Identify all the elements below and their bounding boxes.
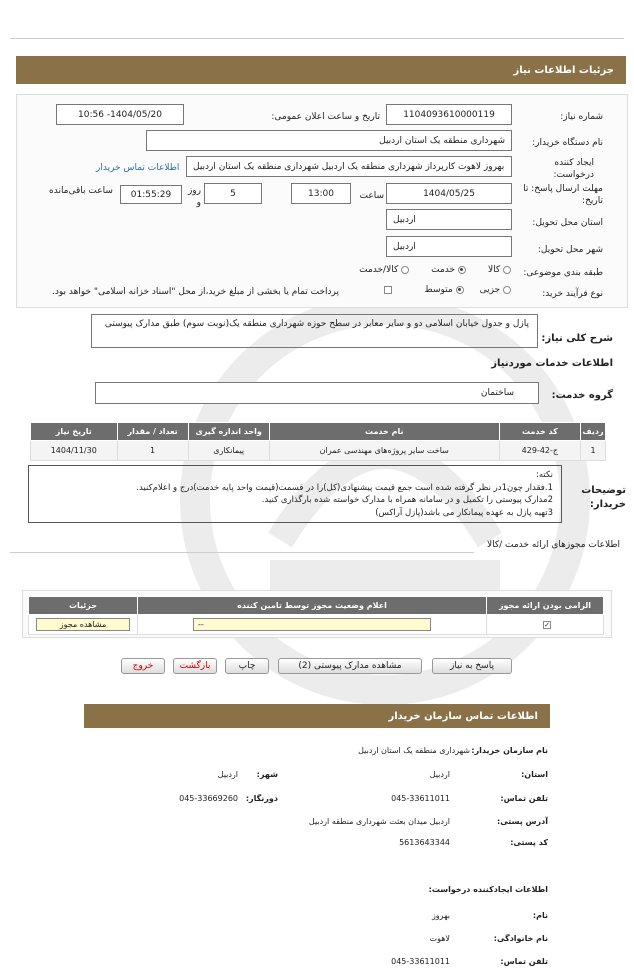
page-header	[16, 56, 626, 84]
contact-fax-label: دورنگار:	[245, 794, 278, 803]
deadline-date-field: 1404/05/25	[386, 183, 512, 204]
contact-phone-label: تلفن تماس:	[500, 794, 548, 803]
remaining-label: ساعت باقی‌مانده	[49, 186, 113, 196]
days-label: روز و	[187, 186, 201, 208]
creator-family-label: نام خانوادگی:	[493, 934, 548, 943]
city-label: شهر محل تحویل:	[537, 245, 603, 255]
service-table	[30, 422, 606, 461]
note-line: 3تهیه پازل به عهده پیمانکار می باشد(پازل آراکس)	[375, 507, 553, 518]
announce-date-field: 1404/05/20- 10:56	[56, 104, 184, 125]
reply-button[interactable]: پاسخ به نیاز	[432, 658, 512, 674]
process-option-medium[interactable]: متوسط	[424, 285, 463, 295]
cell-status	[138, 615, 487, 635]
creator-phone-label: تلفن تماس:	[500, 957, 548, 966]
remaining-time-field: 01:55:29	[120, 185, 182, 204]
deadline-label: مهلت ارسال پاسخ: تا تاریخ:	[523, 184, 603, 206]
deadline-time-field: 13:00	[291, 183, 351, 204]
creator-label: ایجاد کننده درخواست:	[553, 158, 594, 180]
contact-postal-label: کد پستی:	[510, 838, 548, 847]
time-label: ساعت	[359, 191, 384, 201]
view-attachments-button[interactable]: مشاهده مدارک پیوستی (2)	[278, 658, 422, 674]
summary-label: شرح کلی نیاز:	[541, 333, 613, 344]
contact-postal: 5613643344	[399, 838, 450, 847]
radio-checked-icon	[458, 266, 466, 274]
back-button[interactable]: بازگشت	[173, 658, 217, 674]
service-table-header	[31, 423, 606, 441]
contact-city-label: شهر:	[256, 770, 278, 779]
note-line: 2مدارک پیوستی را تکمیل و در سامانه همراه با مدارک خواسته شده بارگذاری کنید.	[261, 495, 553, 505]
contact-title: اطلاعات تماس سازمان خریدار	[388, 710, 538, 722]
permits-title: اطلاعات مجوزهای ارائه خدمت /کالا	[486, 540, 620, 550]
creator-phone: 045-33611011	[391, 957, 450, 966]
contact-phone: 045-33611011	[391, 794, 450, 803]
creator-field: بهروز لاهوت کارپرداز شهرداری منطقه یک اردبیل شهرداری منطقه یک استان اردبیل	[186, 156, 512, 177]
creator-name-label: نام:	[532, 911, 548, 920]
col-date: تاریخ نیاز	[31, 423, 118, 441]
province-field: اردبیل	[386, 209, 512, 230]
exit-button[interactable]: خروج	[121, 658, 165, 674]
view-permit-button[interactable]: مشاهده مجوز	[36, 618, 130, 631]
print-button[interactable]: چاپ	[225, 658, 269, 674]
treasury-checkbox[interactable]	[384, 285, 392, 295]
cell-required	[487, 615, 604, 635]
checkbox-icon	[384, 286, 392, 294]
notes-box	[28, 465, 562, 523]
radio-icon	[503, 266, 511, 274]
need-number-field: 1104093610000119	[386, 104, 512, 125]
contact-header	[84, 704, 550, 728]
contact-org: شهرداری منطقه یک استان اردبیل	[358, 746, 470, 755]
permits-table-header	[29, 597, 604, 615]
creator-info-title: اطلاعات ایجادکننده درخواست:	[428, 885, 548, 894]
radio-icon	[503, 286, 511, 294]
col-code: کد خدمت	[499, 423, 580, 441]
city-field: اردبیل	[386, 236, 512, 257]
contact-city: اردبیل	[217, 770, 238, 779]
category-label: طبقه بندی موضوعی:	[523, 268, 603, 278]
cell-row: 1	[581, 441, 606, 461]
need-number-label: شماره نیاز:	[560, 112, 603, 122]
category-option-goods[interactable]: کالا	[488, 265, 511, 275]
creator-name: بهروز	[431, 911, 450, 920]
radio-checked-icon	[456, 286, 464, 294]
process-radio-group	[424, 285, 511, 295]
creator-family: لاهوت	[429, 934, 450, 943]
col-name: نام خدمت	[269, 423, 499, 441]
category-option-goods-service[interactable]: کالا/خدمت	[359, 265, 409, 275]
radio-icon	[401, 266, 409, 274]
cell-unit: پیمانکاری	[188, 441, 269, 461]
contact-org-label: نام سازمان خریدار:	[471, 746, 548, 755]
note-line: نکته:	[535, 470, 553, 480]
service-group-field: ساختمان	[95, 382, 539, 404]
checkbox-checked-icon: ✓	[544, 620, 550, 629]
permits-table	[28, 596, 604, 635]
cell-details	[29, 615, 138, 635]
notes-label: توضیحات خریدار:	[581, 485, 626, 510]
page-title: جزئیات اطلاعات نیاز	[513, 64, 614, 76]
col-status: اعلام وضعیت مجوز توسط تامین کننده	[138, 597, 487, 615]
contact-address: اردبیل میدان بعثت شهرداری منطقه اردبیل	[308, 817, 450, 826]
category-radio-group	[359, 265, 511, 275]
col-required: الزامی بودن ارائه مجوز	[487, 597, 604, 615]
top-divider	[10, 38, 624, 39]
process-option-minor[interactable]: جزیی	[480, 285, 511, 295]
treasury-note: پرداخت تمام یا بخشی از مبلغ خرید،از محل "اسناد خزانه اسلامی" خواهد بود.	[52, 287, 340, 297]
summary-field: پازل و جدول خیابان اسلامی دو و سایر معابر در سطح حوزه شهرداری منطقه یک(نوبت سوم) طبق مدارک پیوستی	[91, 314, 538, 348]
contact-fax: 045-33669260	[179, 794, 238, 803]
category-option-service[interactable]: خدمت	[431, 265, 466, 275]
buyer-org-field: شهرداری منطقه یک استان اردبیل	[146, 130, 512, 151]
contact-province: اردبیل	[429, 770, 450, 779]
cell-code: ج-42-429	[499, 441, 580, 461]
days-field: 5	[204, 183, 262, 204]
col-quantity: تعداد / مقدار	[117, 423, 188, 441]
cell-name: ساخت سایر پروژه‌های مهندسی عمران	[269, 441, 499, 461]
contact-address-label: آدرس پستی:	[497, 817, 548, 826]
cell-quantity: 1	[117, 441, 188, 461]
note-line: 1.فقدار چون1در نظر گرفته شده است جمع قیمت پیشنهادی(کل)را در قسمت(قیمت واحد پایه خدمت)درج و اعلام‌کنید.	[136, 482, 553, 493]
announce-label: تاریخ و ساعت اعلان عمومی:	[271, 112, 380, 122]
contact-province-label: استان:	[521, 770, 548, 779]
table-row	[31, 441, 606, 461]
col-row: ردیف	[581, 423, 606, 441]
service-group-label: گروه خدمت:	[551, 390, 613, 401]
province-label: استان محل تحویل:	[532, 218, 603, 228]
buyer-contact-link[interactable]: اطلاعات تماس خریدار	[96, 163, 180, 173]
table-row	[29, 615, 604, 635]
permit-status-field[interactable]: --	[193, 618, 431, 631]
buyer-org-label: نام دستگاه خریدار:	[532, 138, 603, 148]
col-details: جزئیات	[29, 597, 138, 615]
services-title: اطلاعات خدمات موردنیاز	[491, 358, 613, 369]
cell-date: 1404/11/30	[31, 441, 118, 461]
permits-divider	[10, 552, 474, 553]
process-label: نوع فرآیند خرید:	[542, 289, 603, 299]
col-unit: واحد اندازه گیری	[188, 423, 269, 441]
